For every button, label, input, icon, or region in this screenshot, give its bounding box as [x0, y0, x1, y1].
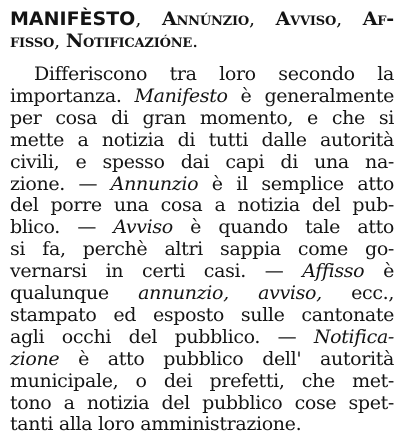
entry-text-line — [10, 216, 394, 238]
text-run: è quando tale atto — [172, 216, 395, 239]
heading-period: . — [192, 30, 198, 52]
synonym-notificazione: Notificazióne — [65, 30, 193, 52]
italic-term: Affisso — [302, 260, 365, 283]
text-run: blico. — — [10, 216, 114, 239]
synonym-affisso-part2: fisso — [10, 30, 55, 52]
entry-text-line — [10, 173, 394, 195]
text-run: mette a notizia di tutti dalle autorità — [10, 128, 394, 151]
entry-text-line — [10, 107, 394, 129]
entry-text-line — [10, 238, 394, 260]
italic-term: zione — [10, 347, 60, 370]
entry-text-line — [10, 348, 394, 370]
text-run: agli occhi del pubblico. — — [10, 325, 314, 348]
text-run: è generalmente — [227, 84, 395, 107]
italic-term: Avviso — [113, 216, 173, 239]
entry-text-line — [10, 304, 394, 326]
entry-text-line — [10, 326, 394, 348]
italic-term: annunzio, avviso, — [138, 282, 322, 304]
entry-lemma: MANIFÈSTO — [10, 8, 136, 30]
entry-text-line — [10, 370, 394, 392]
text-run: qualunque — [10, 282, 139, 304]
entry-text-line — [10, 194, 394, 216]
italic-term: Manifesto — [134, 84, 228, 107]
text-run: tono a notizia del pubblico cose spet- — [10, 391, 394, 414]
synonym-affisso-part1: Af- — [362, 8, 394, 30]
text-run: civili, e spesso dai capi di una na- — [10, 150, 394, 173]
text-run: del porre una cosa a notizia del pub- — [10, 194, 394, 217]
text-run: è il semplice atto — [198, 172, 394, 195]
entry-text-line — [10, 260, 394, 282]
text-run: vernarsi in certi casi. — — [10, 260, 303, 283]
text-run: tanti alla loro amministrazione. — [10, 413, 302, 435]
entry-text-line — [10, 413, 394, 435]
text-run: è atto pubblico dell' autorità — [59, 347, 394, 370]
entry-heading-line-1 — [10, 8, 394, 30]
entry-text-line — [10, 85, 394, 107]
entry-text-line — [10, 392, 394, 414]
synonym-avviso: Avviso — [275, 8, 337, 30]
entry-heading-line-2 — [10, 30, 394, 52]
synonym-annunzio: Annúnzio — [161, 8, 249, 30]
heading-separator: , — [336, 8, 363, 30]
heading-separator: , — [135, 8, 162, 30]
italic-term: Notifica- — [313, 325, 394, 348]
entry-text-line — [34, 63, 394, 85]
text-run: si fa, perchè altri sappia come go- — [10, 238, 394, 261]
entry-text-line — [10, 129, 394, 151]
italic-term: Annunzio — [110, 172, 199, 195]
text-run: zione. — — [10, 172, 111, 195]
text-run: stampato ed esposto sulle cantonate — [10, 303, 394, 326]
text-run: ecc., — [321, 282, 395, 304]
text-run: importanza. — [10, 84, 135, 107]
text-run: per cosa di gran momento, e che si — [10, 106, 394, 129]
entry-text-line — [10, 282, 394, 304]
text-run: Differiscono tra loro secondo la — [34, 63, 394, 85]
heading-separator: , — [54, 30, 66, 52]
text-run: municipale, o dei prefetti, che met- — [10, 369, 394, 392]
text-run: è — [364, 260, 394, 283]
entry-text-line — [10, 151, 394, 173]
heading-separator: , — [248, 8, 276, 30]
